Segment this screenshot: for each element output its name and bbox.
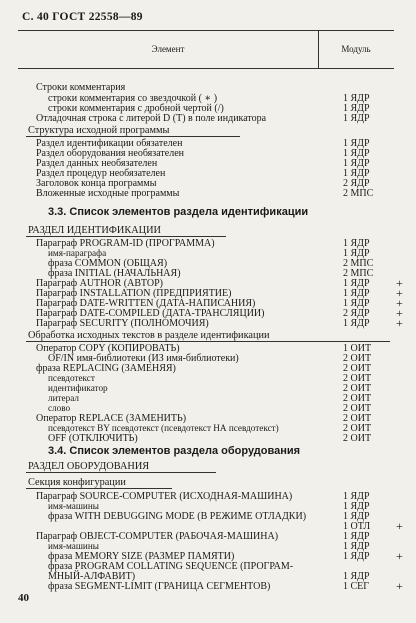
element-text: фраза INITIAL (НАЧАЛЬНАЯ) [48, 268, 181, 279]
module-value: 2 МПС [343, 268, 374, 279]
table-header [18, 30, 394, 69]
section-heading: 3.4. Список элементов раздела оборудования [48, 445, 301, 457]
module-value: 1 ЯДР [343, 278, 370, 289]
plus-mark: + [396, 549, 403, 563]
module-value: 1 ОИТ [343, 343, 372, 354]
module-value: 2 ОИТ [343, 423, 372, 434]
section-title: Структура исходной программы [28, 125, 170, 136]
element-text: имя-машины [48, 541, 99, 551]
column-header-module: Модуль [341, 44, 371, 54]
element-text: Раздел данных необязателен [36, 158, 158, 169]
section-underline [26, 341, 390, 342]
table-row [0, 433, 416, 444]
plus-mark: + [396, 296, 403, 310]
column-header-element: Элемент [151, 44, 185, 54]
plus-mark: + [396, 306, 403, 320]
element-text: фраза MEMORY SIZE (РАЗМЕР ПАМЯТИ) [48, 551, 235, 562]
element-text: OF/IN имя-библиотеки (ИЗ имя-библиотеки) [48, 353, 239, 364]
module-value: 1 ЯДР [343, 113, 370, 124]
module-value: 1 СЕГ [343, 581, 370, 592]
module-value: 1 ЯДР [343, 168, 370, 179]
module-value: 1 ЯДР [343, 288, 370, 299]
module-value: 2 ЯДР [343, 178, 370, 189]
table-row [0, 188, 416, 199]
module-value: 1 ЯДР [343, 541, 370, 552]
module-value: 2 ОИТ [343, 363, 372, 374]
section-underline [26, 488, 172, 489]
element-text: фраза SEGMENT-LIMIT (ГРАНИЦА СЕГМЕНТОВ) [48, 581, 271, 592]
element-text: Параграф AUTHOR (АВТОР) [36, 278, 163, 289]
module-value: 2 ОИТ [343, 373, 372, 384]
module-value: 1 ЯДР [343, 248, 370, 259]
section-title: РАЗДЕЛ ОБОРУДОВАНИЯ [28, 461, 150, 472]
page-number: 40 [18, 592, 29, 604]
element-text: Раздел оборудования необязателен [36, 148, 184, 159]
table-row [0, 318, 416, 329]
element-text: Параграф DATE-COMPILED (ДАТА-ТРАНСЛЯЦИИ) [36, 308, 265, 319]
table-row [0, 113, 416, 124]
module-value: 1 ОТЛ [343, 521, 371, 532]
module-value: 2 ЯДР [343, 308, 370, 319]
element-text: OFF (ОТКЛЮЧИТЬ) [48, 433, 138, 444]
module-value: 1 ЯДР [343, 531, 370, 542]
element-text: Раздел идентификации обязателен [36, 138, 183, 149]
plus-mark: + [396, 519, 403, 533]
module-value: 1 ЯДР [343, 93, 370, 104]
module-value: 1 ЯДР [343, 103, 370, 114]
module-value: 1 ЯДР [343, 511, 370, 522]
element-text: строки комментария с дробной чертой (/) [48, 103, 224, 114]
module-value: 1 ЯДР [343, 138, 370, 149]
element-text: Отладочная строка с литерой D (Т) в поле индикатора [36, 113, 267, 124]
section-title: Секция конфигурации [28, 477, 126, 488]
element-text: Оператор REPLACE (ЗАМЕНИТЬ) [36, 413, 187, 424]
element-text: Вложенные исходные программы [36, 188, 180, 199]
module-value: 1 ЯДР [343, 238, 370, 249]
element-text: имя-машины [48, 501, 99, 511]
module-value: 2 МПС [343, 188, 374, 199]
element-text: псевдотекст [48, 373, 95, 383]
element-text: Оператор COPY (КОПИРОВАТЬ) [36, 343, 180, 354]
element-text: Заголовок конца программы [36, 178, 157, 189]
module-value: 2 ОИТ [343, 393, 372, 404]
element-text: Параграф SOURCE-COMPUTER (ИСХОДНАЯ-МАШИНА) [36, 491, 293, 502]
module-value: 1 ЯДР [343, 148, 370, 159]
module-value: 1 ЯДР [343, 501, 370, 512]
table-row [0, 82, 416, 93]
element-text: имя-параграфа [48, 248, 107, 258]
element-text: фраза REPLACING (ЗАМЕНЯЯ) [36, 363, 176, 374]
module-value: 2 ОИТ [343, 433, 372, 444]
page-header-code: С. 40 ГОСТ 22558—89 [22, 11, 143, 23]
element-text: Строки комментария [36, 82, 126, 93]
element-text: Параграф PROGRAM-ID (ПРОГРАММА) [36, 238, 215, 249]
table-row [0, 581, 416, 592]
module-value: 1 ЯДР [343, 571, 370, 582]
plus-mark: + [396, 579, 403, 593]
plus-mark: + [396, 316, 403, 330]
module-value: 2 ОИТ [343, 413, 372, 424]
section-underline [26, 472, 216, 473]
element-text: МНЫЙ-АЛФАВИТ) [48, 571, 136, 582]
section-underline [26, 236, 226, 237]
element-text: слово [48, 403, 71, 413]
element-text: идентификатор [48, 383, 108, 393]
module-value: 1 ЯДР [343, 298, 370, 309]
element-text: Параграф SECURITY (ПОЛНОМОЧИЯ) [36, 318, 209, 329]
element-text: Параграф OBJECT-COMPUTER (РАБОЧАЯ-МАШИНА) [36, 531, 279, 542]
element-text: фраза COMMON (ОБЩАЯ) [48, 258, 168, 269]
module-value: 2 ОИТ [343, 403, 372, 414]
module-value: 2 МПС [343, 258, 374, 269]
section-title: РАЗДЕЛ ИДЕНТИФИКАЦИИ [28, 225, 161, 236]
module-value: 1 ЯДР [343, 158, 370, 169]
element-text: Параграф INSTALLATION (ПРЕДПРИЯТИЕ) [36, 288, 232, 299]
module-value: 1 ЯДР [343, 318, 370, 329]
element-text: Параграф DATE-WRITTEN (ДАТА-НАПИСАНИЯ) [36, 298, 256, 309]
element-text: фраза PROGRAM COLLATING SEQUENCE (ПРОГРАМ- [48, 561, 294, 572]
section-title: Обработка исходных текстов в разделе идентификации [28, 330, 270, 341]
element-text: строки комментария со звездочкой ( ∗ ) [48, 93, 218, 104]
element-text: фраза WITH DEBUGGING MODE (В РЕЖИМЕ ОТЛАДКИ) [48, 511, 307, 522]
element-text: Раздел процедур необязателен [36, 168, 166, 179]
element-text: псевдотекст BY псевдотекст (псевдотекст НА псевдотекст) [48, 423, 279, 433]
plus-mark: + [396, 286, 403, 300]
module-value: 1 ЯДР [343, 551, 370, 562]
section-underline [26, 136, 240, 137]
plus-mark: + [396, 276, 403, 290]
module-value: 2 ОИТ [343, 353, 372, 364]
module-value: 1 ЯДР [343, 491, 370, 502]
element-text: литерал [48, 393, 79, 403]
module-value: 2 ОИТ [343, 383, 372, 394]
section-heading: 3.3. Список элементов раздела идентификации [48, 206, 309, 218]
